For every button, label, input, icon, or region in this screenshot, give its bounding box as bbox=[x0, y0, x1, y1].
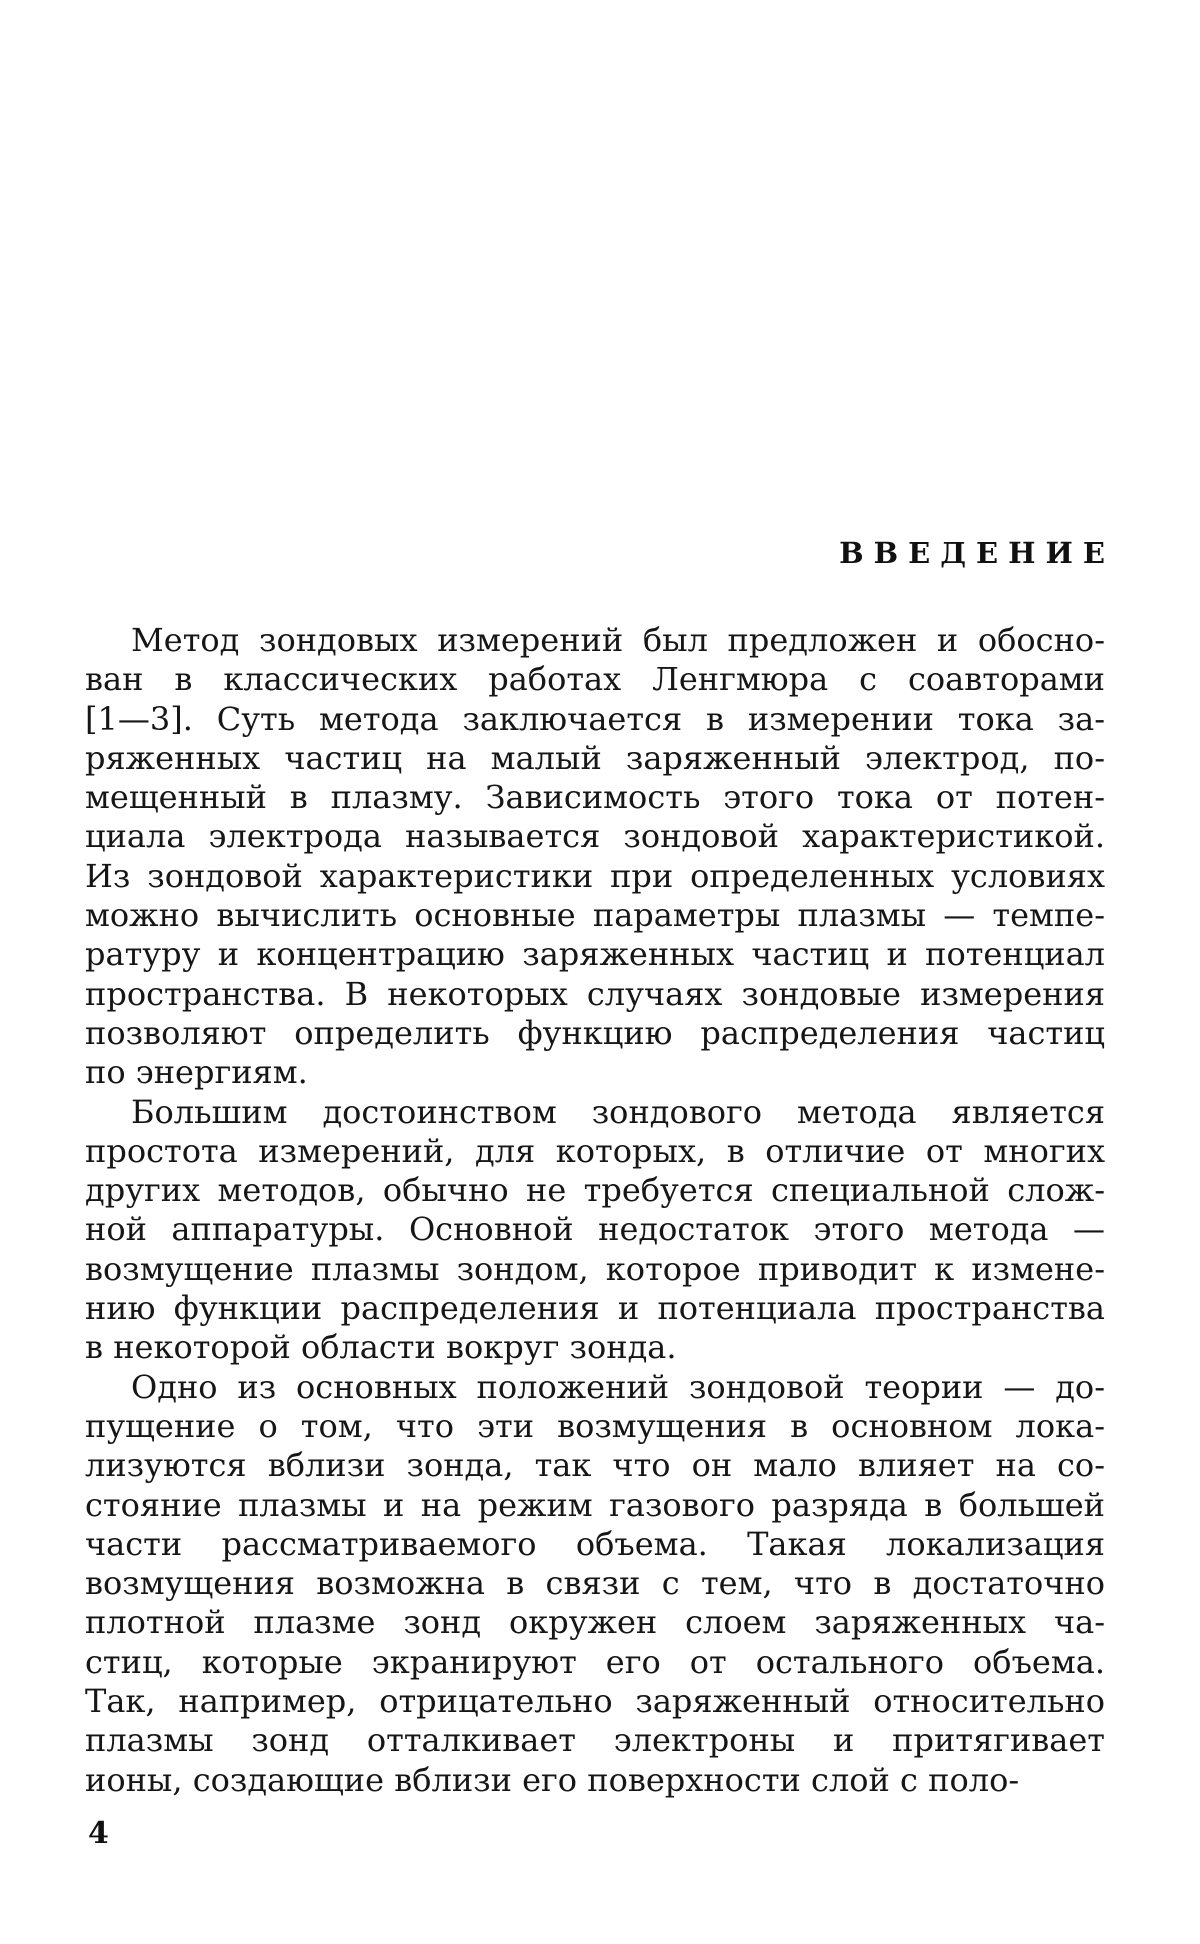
text-line: в некоторой области вокруг зонда. bbox=[85, 1328, 677, 1367]
paragraph bbox=[85, 1368, 1105, 1800]
text-line: Так, например, отрицательно заряженный относительно bbox=[85, 1682, 1105, 1721]
text-line: позволяют определить функцию распределения частиц bbox=[85, 1013, 1105, 1052]
text-line: возмущение плазмы зондом, которое приводит к измене- bbox=[85, 1249, 1105, 1288]
text-line: возмущения возможна в связи с тем, что в достаточно bbox=[85, 1564, 1105, 1603]
text-line: [1—3]. Суть метода заключается в измерении тока за- bbox=[85, 699, 1105, 738]
text-line: ратуру и концентрацию заряженных частиц и потенциал bbox=[85, 935, 1105, 974]
text-line: Метод зондовых измерений был предложен и обосно- bbox=[131, 621, 1105, 659]
text-line: нию функции распределения и потенциала пространства bbox=[85, 1289, 1105, 1328]
text-line: простота измерений, для которых, в отличие от многих bbox=[85, 1131, 1105, 1170]
text-line: ван в классических работах Ленгмюра с соавторами bbox=[85, 660, 1105, 699]
text-line: Из зондовой характеристики при определенных условиях bbox=[85, 856, 1105, 895]
text-line: Одно из основных положений зондовой теории — до- bbox=[131, 1367, 1105, 1406]
text-line: части рассматриваемого объема. Такая локализация bbox=[85, 1524, 1105, 1563]
text-line: лизуются вблизи зонда, так что он мало влияет на со- bbox=[85, 1446, 1105, 1485]
text-line: можно вычислить основные параметры плазмы — темпе- bbox=[85, 896, 1105, 935]
text-line: пространства. В некоторых случаях зондовые измерения bbox=[85, 974, 1105, 1013]
text-line: по энергиям. bbox=[85, 1053, 308, 1092]
paragraph bbox=[85, 621, 1105, 1093]
text-line: мещенный в плазму. Зависимость этого тока от потен- bbox=[85, 778, 1105, 817]
text-line: стояние плазмы и на режим газового разряда в большей bbox=[85, 1485, 1105, 1524]
text-line: ионы, создающие вблизи его поверхности слой с поло- bbox=[85, 1760, 1020, 1799]
page-title-text: ВВЕДЕНИЕ bbox=[839, 536, 1115, 570]
text-line: ряженных частиц на малый заряженный электрод, по- bbox=[85, 738, 1105, 777]
page-title bbox=[85, 536, 1115, 570]
text-line: плазмы зонд отталкивает электроны и притягивает bbox=[85, 1721, 1105, 1760]
text-line: стиц, которые экранируют его от остального объема. bbox=[85, 1642, 1105, 1681]
text-line: пущение о том, что эти возмущения в основном лока- bbox=[85, 1406, 1105, 1445]
text-line: Большим достоинством зондового метода является bbox=[131, 1092, 1105, 1131]
body-text bbox=[85, 621, 1105, 1800]
text-line: других методов, обычно не требуется специальной слож- bbox=[85, 1171, 1105, 1210]
text-line: циала электрода называется зондовой характеристикой. bbox=[85, 817, 1105, 856]
text-line: плотной плазме зонд окружен слоем заряженных ча- bbox=[85, 1603, 1105, 1642]
paragraph bbox=[85, 1093, 1105, 1368]
page-number: 4 bbox=[88, 1816, 109, 1851]
text-line: ной аппаратуры. Основной недостаток этого метода — bbox=[85, 1210, 1105, 1249]
